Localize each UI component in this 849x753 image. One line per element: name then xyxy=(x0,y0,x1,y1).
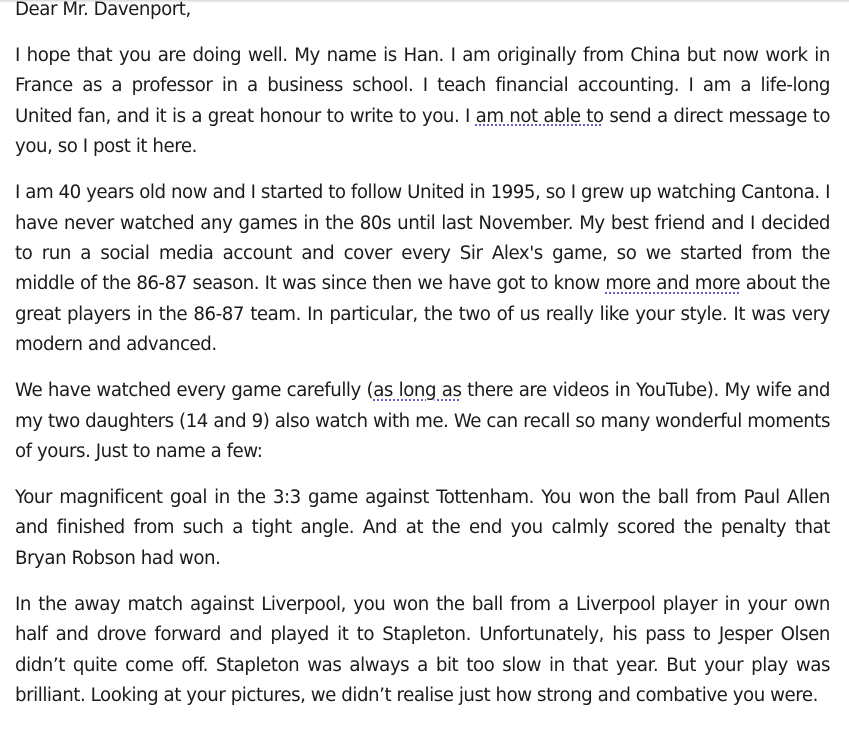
paragraph-1-text-a: I hope that you are doing well. My name is Han. I am originally from China but now work in France as a professor in a business school. I teach financial accounting. I am a life-long United fan, and it is a great honour to write to you. I xyxy=(15,45,830,127)
grammar-suggestion-am-not-able-to[interactable]: am not able to xyxy=(475,105,604,127)
paragraph-4: Your magnificent goal in the 3:3 game against Tottenham. You won the ball from Paul Allen and finished from such a tight angle. And at the end you calmly scored the penalty that Bryan Robson had won. xyxy=(15,487,830,569)
paragraph-2-text-a: I am 40 years old now and I started to follow United in 1995, so I grew up watching Cantona. I have never watched any games in the 80s until last November. My best friend and I decided to run a social media account and cover every Sir Alex's game, so we started from the middle of the 86-87 season. It was since then we have got to know xyxy=(15,182,830,295)
paragraph-1 xyxy=(15,41,830,163)
grammar-suggestion-as-long-as[interactable]: as long as xyxy=(373,380,462,402)
paragraph-2-text-b: about the great players in the 86-87 team. In particular, the two of us really like your style. It was very modern and advanced. xyxy=(15,273,831,356)
salutation: Dear Mr. Davenport, xyxy=(15,0,191,20)
grammar-suggestion-more-and-more[interactable]: more and more xyxy=(605,273,741,295)
paragraph-1-text-b: send a direct message to you, so I post it here. xyxy=(15,105,831,158)
paragraph-2 xyxy=(15,178,830,360)
paragraph-3-text-b: there are videos in YouTube). My wife and my two daughters (14 and 9) also watch with me. We can recall so many wonderful moments of yours. Just to name a few: xyxy=(15,380,830,463)
document-body[interactable] xyxy=(15,0,830,727)
paragraph-3-text-a: We have watched every game carefully ( xyxy=(15,380,374,402)
paragraph-5: In the away match against Liverpool, you won the ball from a Liverpool player in your own half and drove forward and played it to Stapleton. Unfortunately, his pass to Jesper Olsen didn’t quite come off. Stapleton was always a bit too slow in that year. But your play was brilliant. Looking at your pictures, we didn’t realise just how strong and combative you were. xyxy=(15,593,830,707)
paragraph-3 xyxy=(15,376,830,467)
